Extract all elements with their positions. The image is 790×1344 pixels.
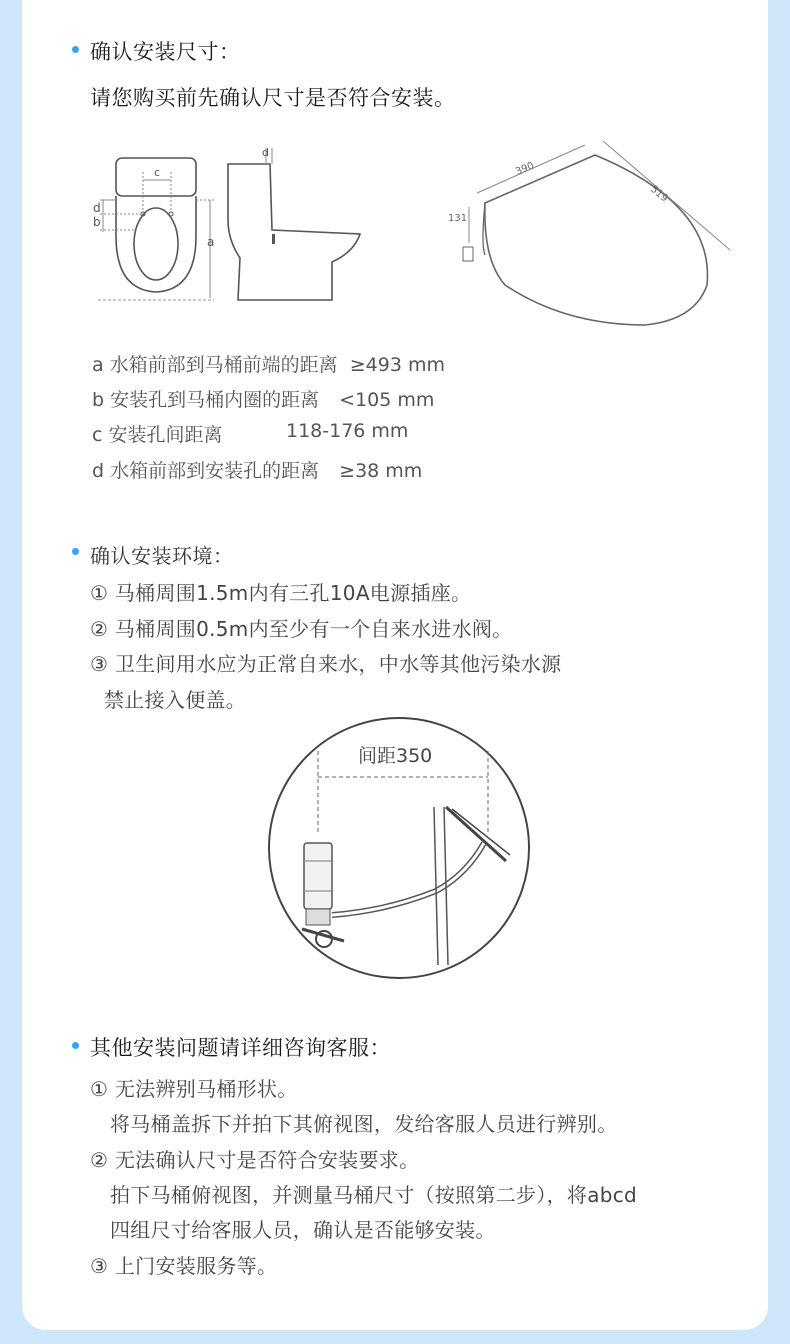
dimension-b-label: b 安装孔到马桶内圈的距离: [92, 389, 320, 411]
valve-spacing-diagram: [266, 715, 532, 981]
help-item-1: ① 无法辨别马桶形状。: [90, 1077, 298, 1101]
dimension-b: [92, 385, 434, 412]
diagram-label-390: 390: [514, 160, 536, 178]
dimension-a-label: a 水箱前部到马桶前端的距离: [92, 354, 338, 376]
diagram-label-c: c: [154, 166, 161, 179]
help-item-2-detail-cont: 四组尺寸给客服人员，确认是否能够安装。: [110, 1218, 496, 1242]
dimension-c: [92, 420, 409, 447]
help-item-2-detail: 拍下马桶俯视图，并测量马桶尺寸（按照第二步），将abcd: [110, 1183, 638, 1207]
bullet-dot: [72, 46, 79, 53]
seat-perspective-diagram: [445, 135, 745, 330]
section1-subheading: 请您购买前先确认尺寸是否符合安装。: [90, 86, 456, 110]
dimension-a: [92, 350, 445, 377]
diagram-label-519: 519: [648, 183, 670, 205]
diagram-label-b: b: [93, 215, 101, 229]
diagram-label-d: d: [93, 201, 101, 215]
env-item-2: ② 马桶周围0.5m内至少有一个自来水进水阀。: [90, 617, 513, 641]
spacing-label: 间距350: [358, 745, 433, 767]
toilet-top-view-diagram: [88, 140, 218, 305]
help-item-3: ③ 上门安装服务等。: [90, 1254, 278, 1278]
help-item-2: ② 无法确认尺寸是否符合安装要求。: [90, 1148, 420, 1172]
dimension-a-value: ≥493 mm: [349, 354, 445, 376]
dimension-c-label: c 安装孔间距离: [92, 424, 223, 446]
env-item-3-cont: 禁止接入便盖。: [104, 688, 247, 712]
dimension-c-value: 118-176 mm: [286, 420, 409, 442]
diagram-label-a: a: [207, 235, 215, 249]
env-item-3: ③ 卫生间用水应为正常自来水，中水等其他污染水源: [90, 652, 562, 676]
help-item-1-detail: 将马桶盖拆下并拍下其俯视图，发给客服人员进行辨别。: [110, 1112, 618, 1136]
env-item-1: ① 马桶周围1.5m内有三孔10A电源插座。: [90, 581, 472, 605]
bullet-dot: [72, 548, 79, 555]
toilet-side-view-diagram: [220, 140, 365, 305]
dimension-d-label: d 水箱前部到安装孔的距离: [92, 460, 320, 482]
section2-heading: 确认安装环境：: [90, 544, 234, 568]
section3-heading: 其他安装问题请详细咨询客服：: [90, 1036, 391, 1060]
dimension-b-value: <105 mm: [339, 389, 435, 411]
section1-heading: 确认安装尺寸：: [90, 40, 241, 64]
dimension-d-value: ≥38 mm: [339, 460, 423, 482]
dimension-d: [92, 456, 422, 483]
bullet-dot: [72, 1042, 79, 1049]
diagram-label-131: 131: [448, 213, 468, 224]
diagram-label-d-side: d: [262, 146, 269, 159]
